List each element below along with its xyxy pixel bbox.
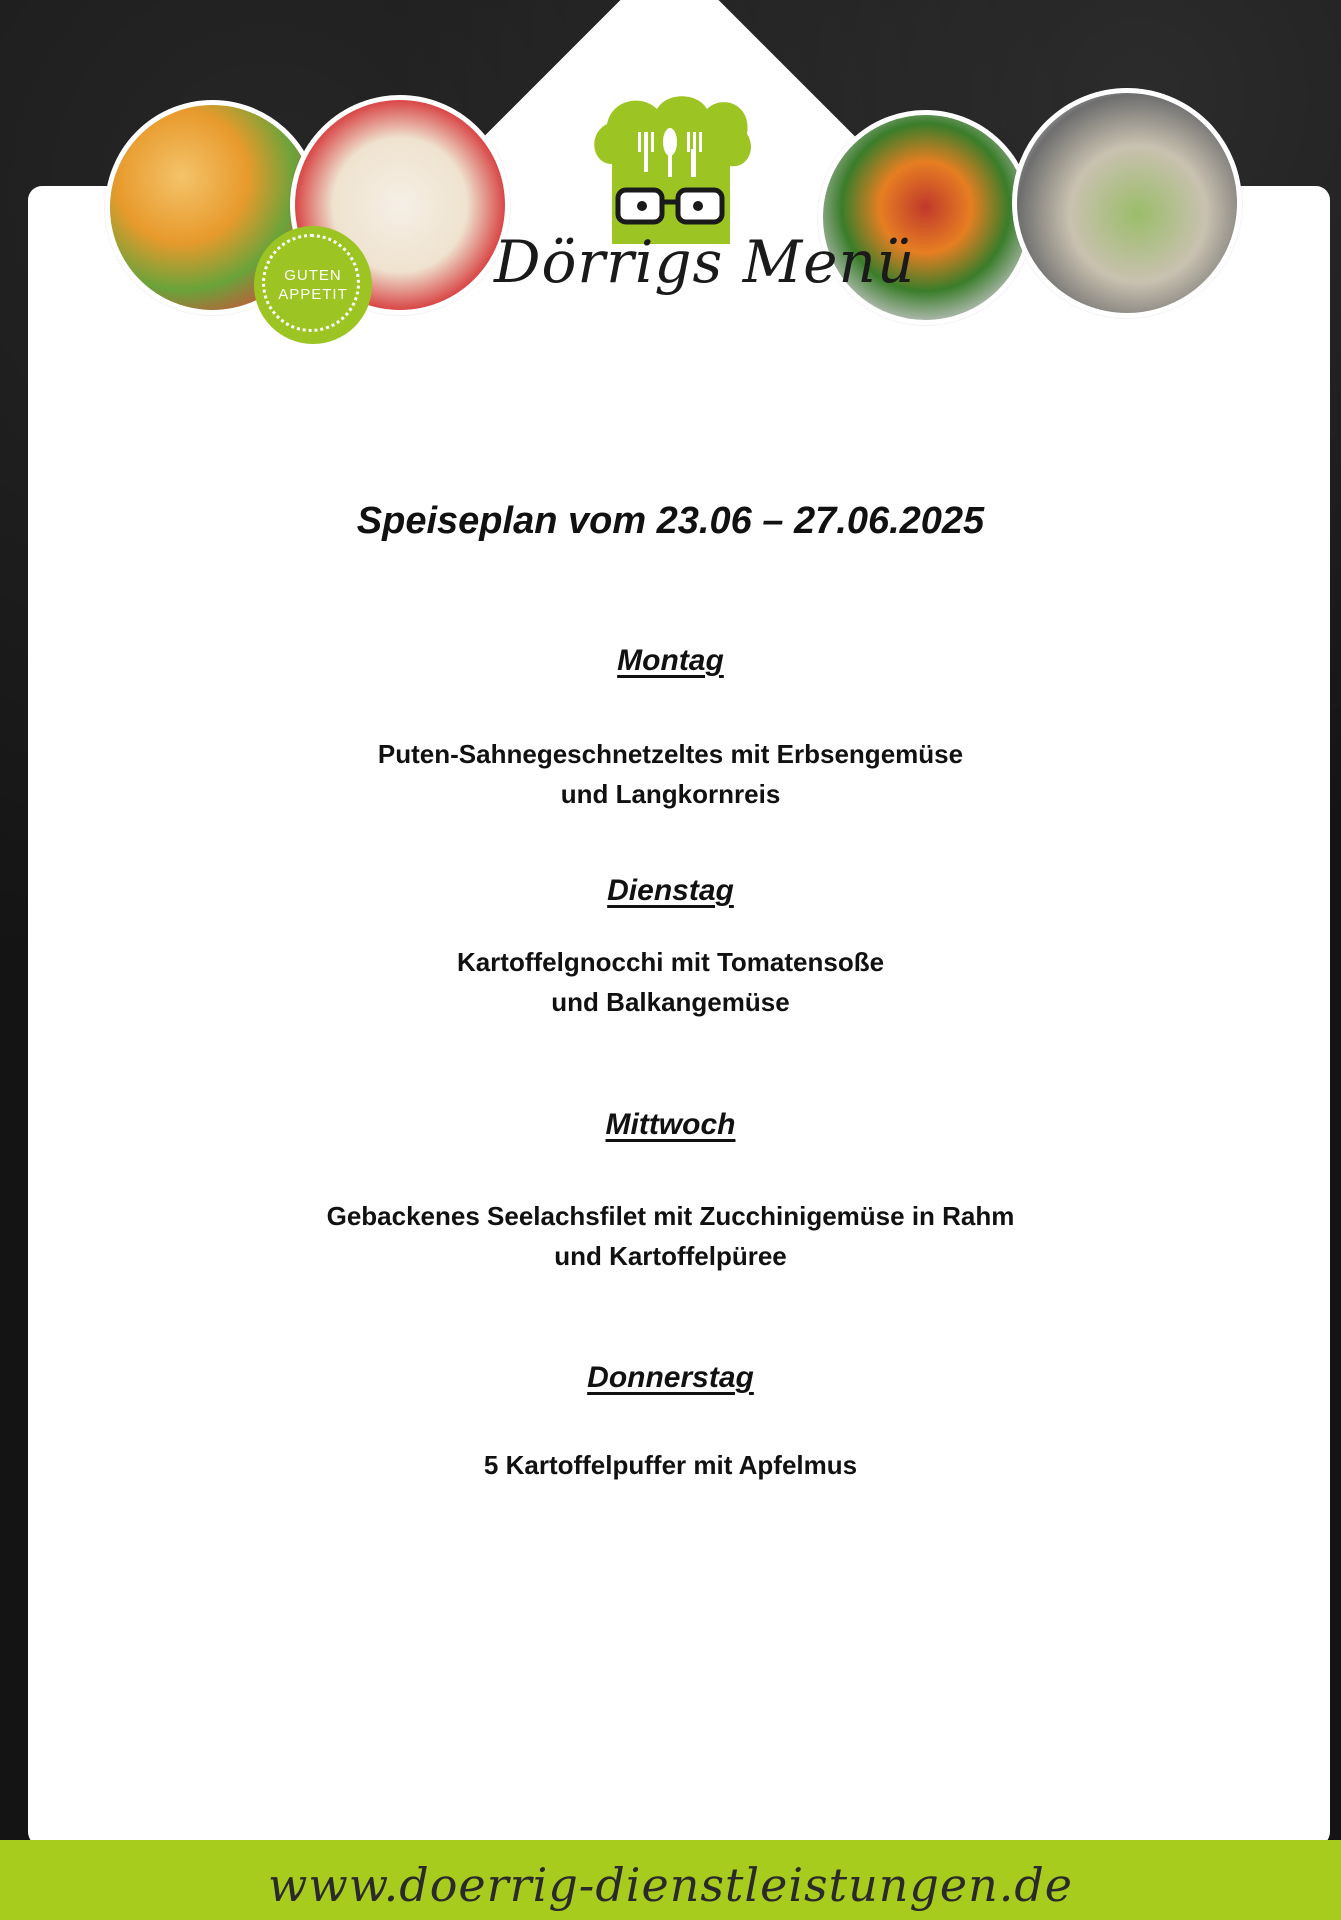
brand-logo-text: Dörrigs Menü xyxy=(494,228,916,296)
day-heading-donnerstag: Donnerstag xyxy=(587,1361,754,1394)
dish-montag xyxy=(0,734,1341,814)
footer-url: www.doerrig-dienstleistungen.de xyxy=(267,1858,1073,1912)
dish-dienstag xyxy=(0,942,1341,1022)
dish-line: Kartoffelgnocchi mit Tomatensoße xyxy=(456,947,885,977)
dish-line: und Langkornreis xyxy=(560,779,781,809)
day-heading-montag: Montag xyxy=(617,644,724,677)
dish-line: Puten-Sahnegeschnetzeltes mit Erbsengemüse xyxy=(377,739,964,769)
dish-line: und Kartoffelpüree xyxy=(554,1241,787,1271)
dish-mittwoch xyxy=(0,1196,1341,1276)
day-heading-mittwoch: Mittwoch xyxy=(605,1108,736,1141)
guten-appetit-badge xyxy=(254,226,372,344)
badge-line-1: GUTEN xyxy=(284,267,342,284)
dish-line: und Balkangemüse xyxy=(551,987,790,1017)
day-heading-dienstag: Dienstag xyxy=(607,874,734,907)
badge-line-2: APPETIT xyxy=(278,286,348,303)
dish-line: Gebackenes Seelachsfilet mit Zucchinigemüse in Rahm xyxy=(326,1201,1015,1231)
dish-donnerstag xyxy=(0,1445,1341,1485)
page-title: Speiseplan vom 23.06 – 27.06.2025 xyxy=(356,500,985,542)
food-photo-plating xyxy=(1012,88,1242,318)
dish-line: 5 Kartoffelpuffer mit Apfelmus xyxy=(483,1450,858,1480)
